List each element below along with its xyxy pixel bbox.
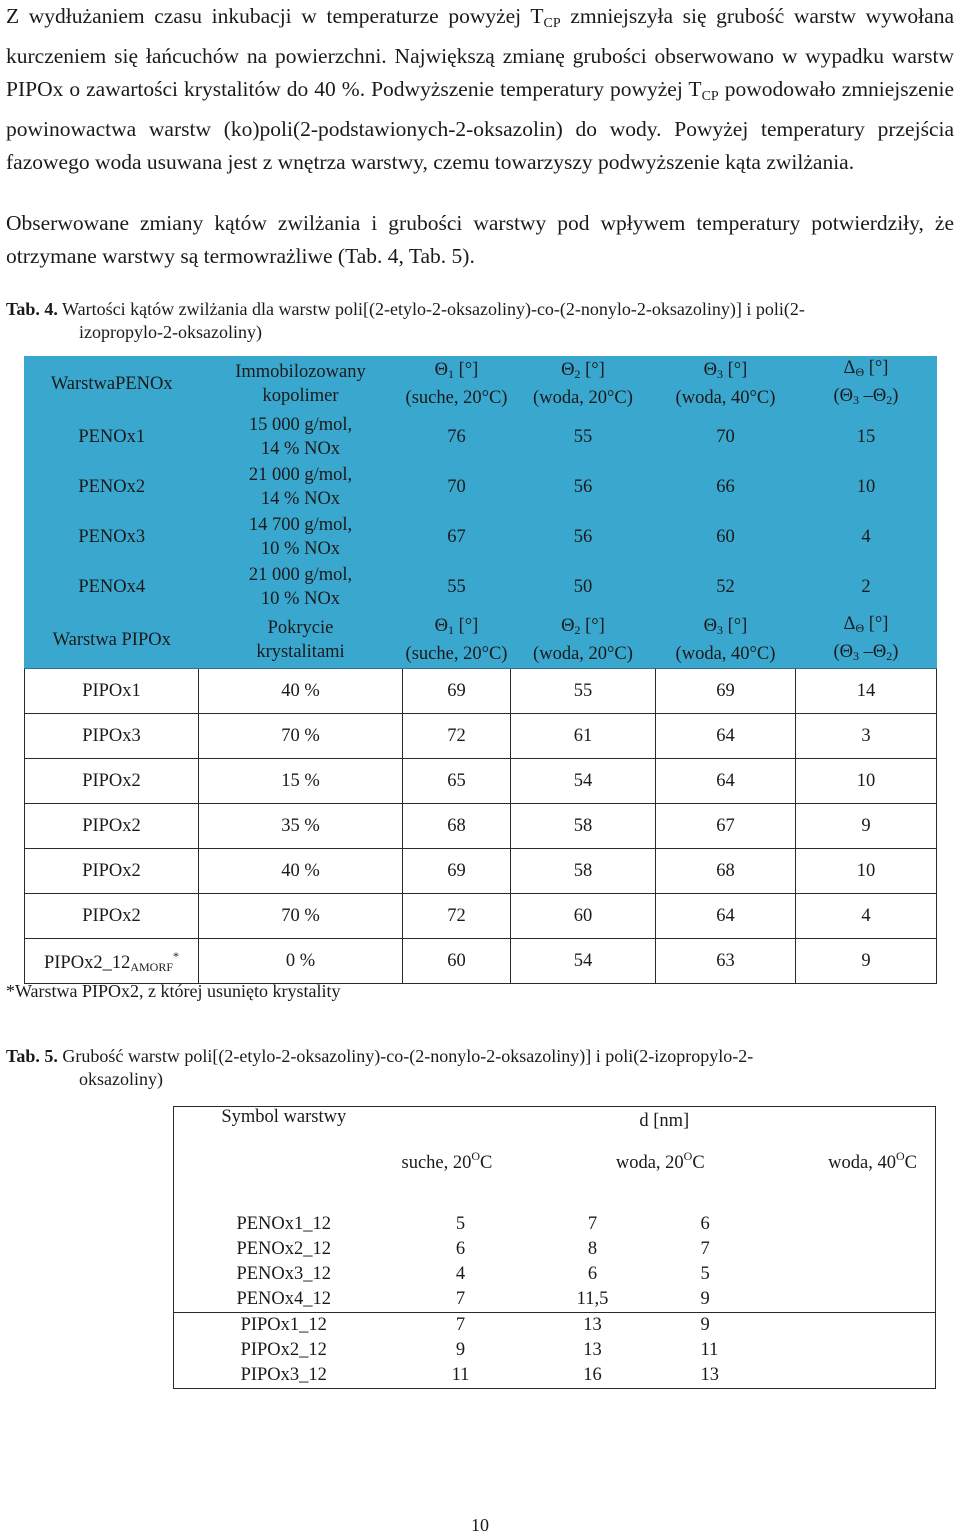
water20-value: 16: [583, 1364, 602, 1385]
delta-value: 10: [796, 849, 937, 894]
header-warstwa-pipox: Warstwa PIPOx: [25, 612, 199, 669]
table5-subheader-row: [174, 1137, 936, 1187]
header-dry-20: suche, $20^OC$: [401, 1149, 493, 1173]
water20-value: 13: [583, 1339, 602, 1360]
coverage-value: 40 %: [199, 669, 403, 714]
sample-name: PIPOx2: [25, 759, 199, 804]
table5-header-row: [174, 1107, 936, 1137]
theta2-value: 61: [511, 714, 656, 759]
theta2-value: 58: [511, 804, 656, 849]
dry-value: 4: [455, 1263, 466, 1284]
body-paragraph-2: Obserwowane zmiany kątów zwilżania i grubości warstwy pod wpływem temperatury potwierdziły, że otrzymane warstwy są termowrażliwe (Tab. 4, Tab. 5).: [6, 211, 954, 268]
theta3-value: 70: [656, 412, 796, 462]
water20-value: 7: [587, 1213, 598, 1234]
delta-value: 10: [796, 759, 937, 804]
header-crystallite-coverage: Pokrycie krystalitami: [199, 612, 403, 669]
table-row: [25, 804, 937, 849]
sample-name: PIPOx3: [25, 714, 199, 759]
header-water-40: woda, $40^OC$: [828, 1149, 917, 1173]
layer-symbol: PENOx2_12: [236, 1238, 332, 1259]
table4-header-row-penox: [25, 356, 937, 412]
tcp-subscript: CP: [701, 89, 719, 104]
coverage-value: 0 %: [199, 939, 403, 984]
header-theta1: $\Theta_1$ [°] (suche, 20°C): [403, 612, 511, 669]
dry-value: 7: [455, 1314, 466, 1335]
dry-value: 6: [455, 1238, 466, 1259]
header-empty: [174, 1137, 394, 1187]
contact-angle-table: [24, 356, 937, 984]
sample-name: PIPOx2: [25, 804, 199, 849]
table-row: [25, 849, 937, 894]
coverage-value: 70 %: [199, 894, 403, 939]
theta2-value: 60: [511, 894, 656, 939]
sample-name: PENOx2: [25, 462, 199, 512]
para1-text-e: powodowało zmniejszenie powinowactwa warstw (ko)poli(2-podstawionych-2-oksazolin) do wody. Powyżej temperatury przejścia fazowego woda usuwana jest z wnętrza warstwy, czemu towarzyszy podwyższenie kąta zwilżania.: [6, 77, 954, 174]
coverage-value: 15 %: [199, 759, 403, 804]
theta3-value: 60: [656, 512, 796, 562]
theta1-value: 67: [403, 512, 511, 562]
theta1-value: 72: [403, 894, 511, 939]
theta2-value: 55: [511, 669, 656, 714]
delta-value: 10: [796, 462, 937, 512]
delta-value: 4: [796, 512, 937, 562]
theta2-value: 50: [511, 562, 656, 612]
water40-value: 9: [700, 1314, 710, 1335]
theta2-value: 55: [511, 412, 656, 462]
dry-value: 9: [455, 1339, 466, 1360]
coverage-value: 40 %: [199, 849, 403, 894]
table-row: [174, 1312, 936, 1338]
table-row: [25, 412, 937, 462]
layer-symbol: PIPOx3_12: [240, 1364, 327, 1385]
header-thickness: d [nm]: [639, 1111, 690, 1132]
theta1-value: 69: [403, 669, 511, 714]
water20-value: 8: [587, 1238, 598, 1259]
theta1-value: 60: [403, 939, 511, 984]
theta1-value: 76: [403, 412, 511, 462]
theta1-value: 70: [403, 462, 511, 512]
header-immobilized-copolymer: Immobilozowany kopolimer: [199, 356, 403, 412]
coverage-value: 70 %: [199, 714, 403, 759]
water40-value: 13: [700, 1364, 719, 1385]
coverage-value: 35 %: [199, 804, 403, 849]
table5-label: Tab. 5.: [6, 1046, 58, 1066]
sample-name: PENOx4: [25, 562, 199, 612]
table-row: [174, 1262, 936, 1287]
para1-text-a: Z wydłużaniem czasu inkubacji w temperaturze powyżej T: [6, 4, 544, 28]
table4-footnote: *Warstwa PIPOx2, z której usunięto krystality: [6, 981, 341, 1001]
water40-value: 6: [700, 1213, 710, 1234]
theta3-value: 64: [656, 714, 796, 759]
table-row: [174, 1237, 936, 1262]
delta-value: 9: [796, 804, 937, 849]
theta2-value: 54: [511, 939, 656, 984]
theta3-value: 64: [656, 759, 796, 804]
copolymer-cell: 14 700 g/mol, 10 % NOx: [199, 512, 403, 562]
sample-name: PENOx3: [25, 512, 199, 562]
body-paragraph-1: [6, 0, 954, 179]
table4-caption: [6, 298, 954, 344]
layer-symbol: PENOx4_12: [236, 1288, 332, 1309]
header-warstwa-penox: WarstwaPENOx: [25, 356, 199, 412]
header-water-20: woda, $20^OC$: [615, 1149, 705, 1173]
water20-value: 13: [583, 1314, 602, 1335]
header-symbol: Symbol warstwy: [221, 1107, 347, 1127]
sample-name: PIPOx2: [25, 894, 199, 939]
table4-label: Tab. 4.: [6, 299, 58, 319]
delta-value: 15: [796, 412, 937, 462]
table-row: [174, 1363, 936, 1389]
layer-symbol: PENOx1_12: [236, 1213, 332, 1234]
theta3-value: 52: [656, 562, 796, 612]
table-row: [174, 1287, 936, 1313]
theta1-value: 65: [403, 759, 511, 804]
layer-symbol: PIPOx2_12: [240, 1339, 327, 1360]
theta2-value: 56: [511, 512, 656, 562]
water40-value: 7: [700, 1238, 710, 1259]
layer-symbol: PIPOx1_12: [240, 1314, 327, 1335]
copolymer-cell: 15 000 g/mol, 14 % NOx: [199, 412, 403, 462]
theta3-value: 63: [656, 939, 796, 984]
header-delta-theta: $\Delta_\Theta$ [°] ($\Theta_3$ $-\Theta_2$): [796, 356, 937, 412]
water40-value: 9: [700, 1288, 710, 1309]
thickness-table: [173, 1106, 936, 1389]
table-row: [25, 462, 937, 512]
water40-value: 5: [700, 1263, 710, 1284]
sample-name: $PIPOx2\_12_{AMORF}^*$: [25, 939, 199, 984]
header-theta3: $\Theta_3$ [°] (woda, 40°C): [656, 356, 796, 412]
water20-value: 11,5: [576, 1288, 609, 1309]
table4-caption-text: Wartości kątów zwilżania dla warstw poli[(2-etylo-2-oksazoliny)-co-(2-nonylo-2-oksazoliny)] i poli(2-: [57, 299, 805, 319]
header-delta-theta: $\Delta_\Theta$ [°] ($\Theta_3$ $-\Theta_2$): [796, 612, 937, 669]
theta1-value: 69: [403, 849, 511, 894]
table-row: [25, 939, 937, 984]
header-theta2: $\Theta_2$ [°] (woda, 20°C): [511, 356, 656, 412]
sample-name: PIPOx1: [25, 669, 199, 714]
water40-value: 11: [700, 1339, 719, 1360]
theta3-value: 69: [656, 669, 796, 714]
header-theta3: $\Theta_3$ [°] (woda, 40°C): [656, 612, 796, 669]
theta1-value: 55: [403, 562, 511, 612]
theta3-value: 68: [656, 849, 796, 894]
theta2-value: 56: [511, 462, 656, 512]
theta3-value: 66: [656, 462, 796, 512]
table-row: [174, 1212, 936, 1237]
subheader-conditions: [394, 1137, 936, 1187]
theta2-value: 58: [511, 849, 656, 894]
theta3-value: 64: [656, 894, 796, 939]
delta-value: 3: [796, 714, 937, 759]
table-row: [25, 562, 937, 612]
header-theta2: $\Theta_2$ [°] (woda, 20°C): [511, 612, 656, 669]
table5-caption: [6, 1045, 954, 1091]
theta1-value: 72: [403, 714, 511, 759]
copolymer-cell: 21 000 g/mol, 10 % NOx: [199, 562, 403, 612]
dry-value: 5: [455, 1213, 466, 1234]
table-row: [174, 1338, 936, 1363]
theta3-value: 67: [656, 804, 796, 849]
table-row: [25, 669, 937, 714]
theta1-value: 68: [403, 804, 511, 849]
table-row: [25, 714, 937, 759]
table-row: [25, 894, 937, 939]
table5-caption-text: Grubość warstw poli[(2-etylo-2-oksazoliny)-co-(2-nonylo-2-oksazoliny)] i poli(2-izopropylo-2-: [57, 1046, 754, 1066]
table4-header-row-pipox: [25, 612, 937, 669]
table5-caption-cont: oksazoliny): [79, 1069, 163, 1089]
page-number: 10: [471, 1515, 489, 1535]
dry-value: 11: [451, 1364, 470, 1385]
tcp-subscript: CP: [543, 16, 561, 31]
theta2-value: 54: [511, 759, 656, 804]
delta-value: 9: [796, 939, 937, 984]
table-row: [25, 759, 937, 804]
sample-name: PIPOx2: [25, 849, 199, 894]
delta-value: 2: [796, 562, 937, 612]
table-row: [25, 512, 937, 562]
copolymer-cell: 21 000 g/mol, 14 % NOx: [199, 462, 403, 512]
header-theta1: $\Theta_1$ [°] (suche, 20°C): [403, 356, 511, 412]
delta-value: 14: [796, 669, 937, 714]
table4-caption-cont: izopropylo-2-oksazoliny): [79, 322, 262, 342]
water20-value: 6: [587, 1263, 598, 1284]
delta-value: 4: [796, 894, 937, 939]
sample-name: PENOx1: [25, 412, 199, 462]
para1-text-c: zmniejszyła się grubość warstw wywołana kurczeniem się łańcuchów na powierzchni. Największą zmianę grubości obserwowano w wypadku warstw PIPOx o zawartości krystalitów do 40 %. Podwyższenie temperatury powyżej T: [6, 4, 954, 101]
dry-value: 7: [455, 1288, 466, 1309]
layer-symbol: PENOx3_12: [236, 1263, 332, 1284]
